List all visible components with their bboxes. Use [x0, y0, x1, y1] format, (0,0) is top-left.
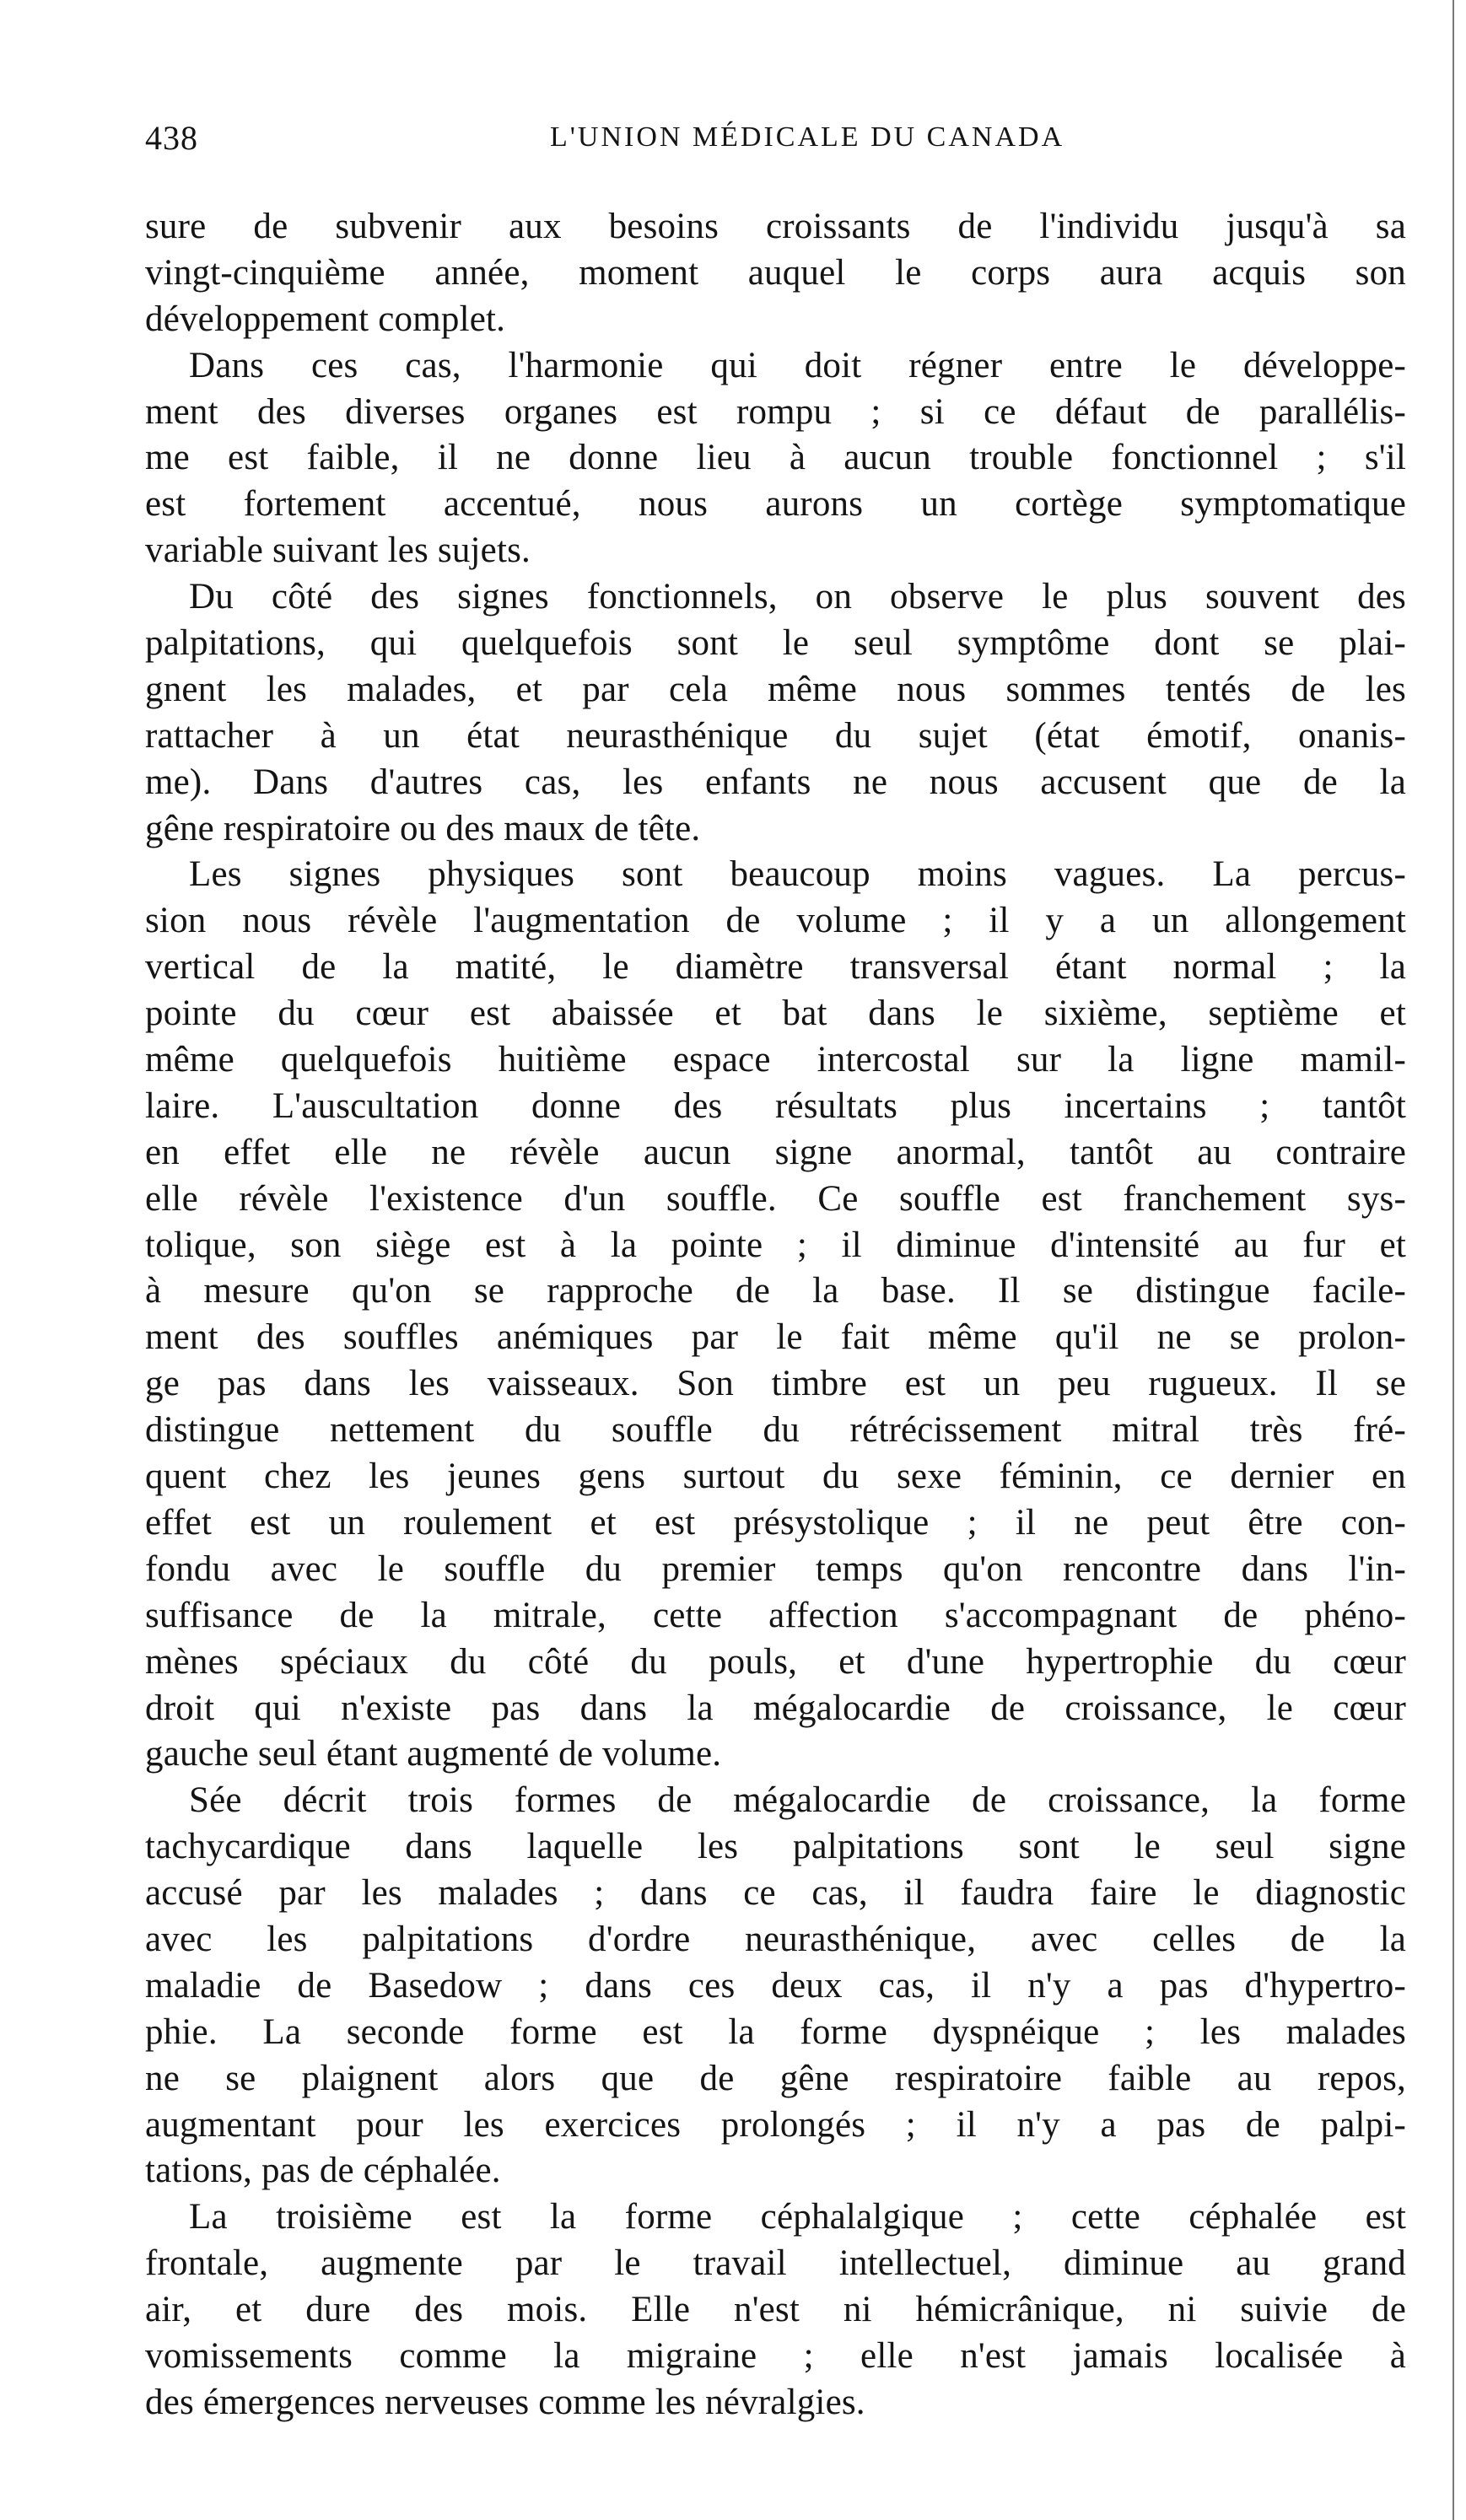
text-line: frontale, augmente par le travail intellectuel, diminue au grand — [145, 2243, 1406, 2284]
text-line: phie. La seconde forme est la forme dyspnéique ; les malades — [145, 2011, 1406, 2052]
text-line: avec les palpitations d'ordre neurasthénique, avec celles de la — [145, 1919, 1406, 1959]
text-line: elle révèle l'existence d'un souffle. Ce souffle est franchement sys- — [145, 1178, 1406, 1219]
page-number: 438 — [145, 119, 198, 157]
text-line: effet est un roulement et est présystolique ; il ne peut être con- — [145, 1502, 1406, 1543]
text-line: tations, pas de céphalée. — [145, 2151, 501, 2191]
text-line: en effet elle ne révèle aucun signe anormal, tantôt au contraire — [145, 1132, 1406, 1172]
text-line: Les signes physiques sont beaucoup moins vagues. La percus- — [189, 854, 1406, 895]
text-line: me est faible, il ne donne lieu à aucun trouble fonctionnel ; s'il — [145, 438, 1406, 478]
text-line: distingue nettement du souffle du rétrécissement mitral très fré- — [145, 1410, 1406, 1451]
text-line: est fortement accentué, nous aurons un cortège symptomatique — [145, 484, 1406, 525]
text-line: fondu avec le souffle du premier temps qu'on rencontre dans l'in- — [145, 1548, 1406, 1589]
text-line: Dans ces cas, l'harmonie qui doit régner entre le développe- — [189, 345, 1406, 385]
text-line: pointe du cœur est abaissée et bat dans le sixième, septième et — [145, 993, 1406, 1034]
text-line: rattacher à un état neurasthénique du sujet (état émotif, onanis- — [145, 715, 1406, 756]
text-line: tolique, son siège est à la pointe ; il diminue d'intensité au fur et — [145, 1225, 1406, 1265]
text-line: gêne respiratoire ou des maux de tête. — [145, 808, 701, 848]
running-title: L'UNION MÉDICALE DU CANADA — [550, 121, 1065, 153]
text-line: me). Dans d'autres cas, les enfants ne nous accusent que de la — [145, 762, 1406, 802]
text-line: vingt-cinquième année, moment auquel le corps aura acquis son — [145, 252, 1406, 293]
text-line: variable suivant les sujets. — [145, 530, 531, 571]
text-line: ment des souffles anémiques par le fait même qu'il ne se prolon- — [145, 1317, 1406, 1358]
text-line: laire. L'auscultation donne des résultats plus incertains ; tantôt — [145, 1085, 1406, 1126]
page-header — [145, 118, 1406, 159]
text-line: palpitations, qui quelquefois sont le seul symptôme dont se plai- — [145, 623, 1406, 664]
text-line: Sée décrit trois formes de mégalocardie de croissance, la forme — [189, 1780, 1406, 1821]
text-line: sure de subvenir aux besoins croissants de l'individu jusqu'à sa — [145, 207, 1406, 246]
text-line: développement complet. — [145, 299, 506, 339]
text-line: vomissements comme la migraine ; elle n'est jamais localisée à — [145, 2335, 1406, 2376]
page-edge-line — [1453, 0, 1454, 2520]
text-line: mènes spéciaux du côté du pouls, et d'une hypertrophie du cœur — [145, 1641, 1406, 1682]
text-line: ne se plaignent alors que de gêne respiratoire faible au repos, — [145, 2058, 1406, 2098]
body-text — [145, 204, 1406, 2426]
text-line: accusé par les malades ; dans ce cas, il faudra faire le diagnostic — [145, 1873, 1406, 1914]
text-line: maladie de Basedow ; dans ces deux cas, il n'y a pas d'hypertro- — [145, 1965, 1406, 2006]
text-line: à mesure qu'on se rapproche de la base. Il se distingue facile- — [145, 1271, 1406, 1311]
text-line: ge pas dans les vaisseaux. Son timbre est un peu rugueux. Il se — [145, 1364, 1406, 1404]
text-line: suffisance de la mitrale, cette affection s'accompagnant de phéno- — [145, 1595, 1406, 1635]
text-line: air, et dure des mois. Elle n'est ni hémicrânique, ni suivie de — [145, 2290, 1406, 2330]
text-line: Du côté des signes fonctionnels, on observe le plus souvent des — [189, 577, 1406, 617]
text-line: quent chez les jeunes gens surtout du sexe féminin, ce dernier en — [145, 1457, 1406, 1497]
text-line: La troisième est la forme céphalalgique ; cette céphalée est — [189, 2197, 1406, 2237]
text-line: droit qui n'existe pas dans la mégalocardie de croissance, le cœur — [145, 1688, 1406, 1728]
text-line: vertical de la matité, le diamètre transversal étant normal ; la — [145, 947, 1406, 988]
text-line: gauche seul étant augmenté de volume. — [145, 1734, 722, 1774]
text-line: même quelquefois huitième espace intercostal sur la ligne mamil- — [145, 1040, 1406, 1080]
text-line: sion nous révèle l'augmentation de volume ; il y a un allongement — [145, 901, 1406, 941]
text-line: ment des diverses organes est rompu ; si ce défaut de parallélis- — [145, 391, 1406, 432]
text-line: tachycardique dans laquelle les palpitations sont le seul signe — [145, 1827, 1406, 1867]
text-line: gnent les malades, et par cela même nous sommes tentés de les — [145, 669, 1406, 709]
text-line: des émergences nerveuses comme les névralgies. — [145, 2382, 865, 2422]
text-line: augmentant pour les exercices prolongés ; il n'y a pas de palpi- — [145, 2104, 1406, 2145]
